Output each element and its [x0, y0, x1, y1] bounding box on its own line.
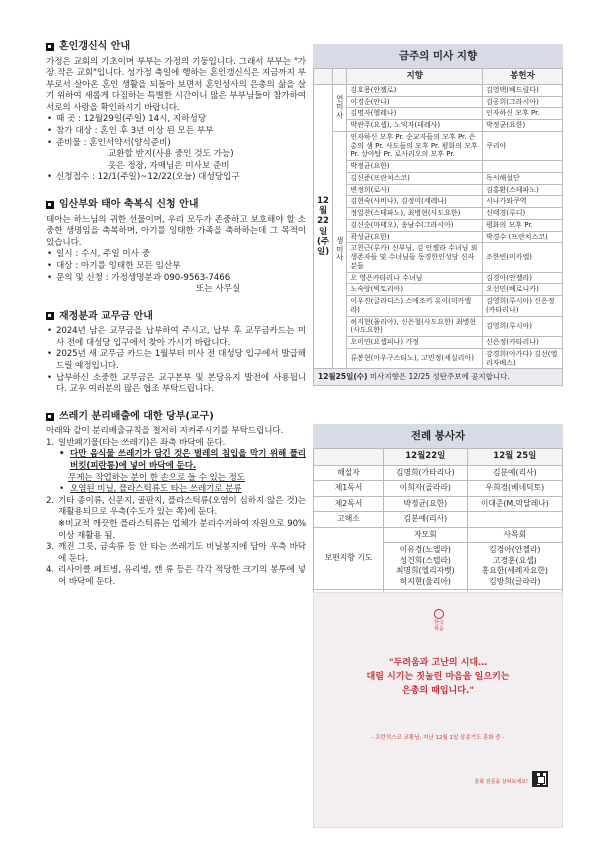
- square-bullet-icon: [46, 201, 54, 209]
- volunteer-name: 최명희(엘리자벳): [395, 566, 455, 576]
- offering-title: [46, 310, 306, 324]
- intent-cell: 김현숙(사비나), 김정미(세레나): [347, 196, 483, 208]
- group-cell: 사목회: [467, 527, 562, 543]
- intent-cell: 김명자(헬레나): [347, 108, 483, 120]
- waste-item-number: 1.: [46, 437, 54, 448]
- role-cell: 고해소: [314, 512, 384, 528]
- offering-item-1: • 2024년 남은 교무금을 납부하여 주시고, 납부 후 교무금카드는 미사 전에 대성당 입구에서 찾아 가시기 바랍니다.: [46, 326, 306, 349]
- mass-note-text: 미사지향은 12/25 성탄주보에 공지합니다.: [369, 372, 510, 382]
- table-row: [314, 316, 563, 337]
- mass-category-cell: 연미사: [333, 84, 347, 131]
- table-header-blank: [314, 449, 384, 465]
- waste-list: [46, 438, 306, 589]
- wedding-prep3: 옷은 정장, 자매님은 미사보 준비: [108, 160, 230, 171]
- mass-intentions-title: 금주의 미사 지향: [313, 44, 563, 68]
- wedding-list: [46, 114, 306, 149]
- intent-cell: 김신순(마태오), 송남수(그라시아): [347, 219, 483, 231]
- col-date-1: 12월22일: [384, 449, 468, 465]
- col-intent: 지향: [347, 69, 483, 85]
- table-row: [314, 172, 563, 184]
- table-header-row: [314, 449, 563, 465]
- volunteer-cell: [467, 512, 562, 528]
- table-row: [314, 337, 563, 349]
- intent-cell: 이우진(글라디스) 스에조키 유이(미카엘라): [347, 296, 483, 317]
- waste-item-1: [46, 438, 306, 496]
- offerer-cell: 김경아(안젤라): [483, 272, 563, 284]
- volunteer-list-cell: [467, 543, 562, 590]
- offerer-cell: 시나가와쿠역: [483, 196, 563, 208]
- logo-text: 한국 복음: [434, 620, 444, 632]
- volunteer-name: 고경훈(요셉): [492, 555, 537, 565]
- role-cell: 제1독서: [314, 481, 384, 497]
- intent-cell: 김신준(프란치스코): [347, 172, 483, 184]
- table-row: [314, 496, 563, 512]
- card-citation: - 프란치스코 교황님, 지난 12월 1일 삼종기도 훈화 중 -: [371, 735, 505, 741]
- table-header-blank: [314, 69, 333, 85]
- offerer-cell: 조한빈(미카엘): [483, 243, 563, 272]
- volunteer-cell: 김분예(리사): [467, 465, 562, 481]
- table-row: [314, 108, 563, 120]
- volunteer-name: 이유경(노엘라): [399, 545, 451, 555]
- mass-note-date: 12월25일(수): [318, 372, 368, 382]
- waste-intro: 아래와 같이 분리배출규칙을 철저히 지켜주시기를 부탁드립니다.: [46, 426, 284, 437]
- intent-cell: 허지현(율리아), 신은철(사도요한) 최병현(사도요한): [347, 316, 483, 337]
- wedding-prep2: 교환할 반지(사용 중인 것도 가능): [108, 149, 234, 160]
- volunteer-name: 홍요한(세례자요한): [481, 566, 548, 576]
- table-row: [314, 184, 563, 196]
- waste-item-1-text: 일반폐기물(타는 쓰레기)은 좌측 바닥에 둔다.: [58, 437, 226, 448]
- intent-cell: 노숙랑(빅토리아): [347, 284, 483, 296]
- table-row: [314, 96, 563, 108]
- table-header-row: [314, 69, 563, 85]
- card-quote: [314, 657, 562, 699]
- table-row: [314, 196, 563, 208]
- volunteer-list-cell: [384, 543, 468, 590]
- pregnant-title: [46, 198, 306, 212]
- qr-code-icon[interactable]: [532, 771, 548, 787]
- pregnant-date: • 일시 : 수시, 주일 미사 중: [46, 249, 306, 261]
- table-row: [314, 465, 563, 481]
- offerer-cell: 박경수 (프란치스코): [483, 231, 563, 243]
- prayer-label-cell: 보편지향 기도: [314, 527, 384, 590]
- volunteer-cell: 이희자(골라라): [384, 481, 468, 497]
- intent-cell: 고찬근(루카) 신부님, 김 안젤라 수녀님 외 생존자들 및 수녀님들 동경한인성당 신자분들: [347, 243, 483, 272]
- liturgy-volunteers-panel: [313, 424, 563, 616]
- wedding-who: • 참가 대상 : 혼인 후 3년 이상 된 모든 부부: [46, 126, 306, 138]
- wedding-body: 가정은 교회의 기초이며 부부는 가정의 기둥입니다. 그래서 부부는 "가장 작은 교회"입니다. 성가정 축일에 행하는 혼인갱신식은 지금까지 부부로서 살아온 혼인 생활을 되돌아 보면서 혼인성사의 은총의 삶을 살기 위하여 새롭게 다짐하는 특별한 시간이니 많은 부부님들이 참가하여 서로의 사랑을 확인하시기 바랍니다.: [46, 56, 306, 113]
- card-quote-line-3: 은총의 때입니다.": [401, 685, 475, 696]
- group-cell: 자모회: [384, 527, 468, 543]
- mass-date-cell: 12월 22일 (주일): [314, 84, 333, 369]
- col-date-2: 12월 25일: [467, 449, 562, 465]
- waste-item-number: 4.: [46, 565, 54, 576]
- offering-item-3: • 납부하신 소중한 교무금은 교구본부 및 본당유지 발전에 사용됩니다. 교우 여러분의 많은 협조 부탁드립니다.: [46, 373, 306, 396]
- offering-list: [46, 326, 306, 396]
- table-row: [314, 284, 563, 296]
- waste-item-1a: • 다만 음식물 쓰레기가 담긴 것은 벌레의 침입을 막기 위해 폴리버킷(피란통)에 넣어 바닥에 둔다.: [58, 449, 306, 472]
- table-row: [314, 219, 563, 231]
- waste-item-2-note: ※비교적 깨끗한 플라스틱류는 업체가 분리수거하여 자원으로 90%이상 재활용 됨.: [58, 519, 306, 541]
- offerer-cell: 신태경(루디): [483, 208, 563, 220]
- intent-cell: 박정균(요한): [347, 161, 483, 173]
- intent-cell: 이경순(안나): [347, 96, 483, 108]
- pregnant-title-text: 임산부와 태아 축복식 신청 안내: [59, 199, 199, 211]
- table-row: [314, 512, 563, 528]
- square-bullet-icon: [46, 312, 54, 320]
- waste-item-number: 3.: [46, 542, 54, 553]
- pregnant-contact: • 문의 및 신청 : 가정생명분과 090-9563-7466: [46, 273, 306, 285]
- intent-cell: 오미연(요셉피나) 가정: [347, 337, 483, 349]
- intent-cell: 곽성균(요한): [347, 231, 483, 243]
- waste-section: [46, 410, 306, 589]
- table-header-blank: [333, 69, 347, 85]
- intent-cell: 류봉현(아우구스티노), 고민정(세실리아): [347, 348, 483, 369]
- table-row: [314, 208, 563, 220]
- offerer-cell: 오선민(베로니카): [483, 284, 563, 296]
- table-row: [314, 481, 563, 497]
- col-offerer: 봉헌자: [483, 69, 563, 85]
- waste-item-4-text: 리사이클 페트병, 유리병, 캔 류 등은 각각 적당한 크기의 봉투에 넣어 바닥에 둔다.: [58, 565, 306, 587]
- volunteer-cell: 김분예(리사): [384, 512, 468, 528]
- table-row: [314, 231, 563, 243]
- volunteer-cell: 우희경(베네딕토): [467, 481, 562, 497]
- waste-item-2: [46, 496, 306, 542]
- intent-cell: 오 영은카타리나 수녀님: [347, 272, 483, 284]
- volunteer-name: 허지현(율리아): [399, 576, 451, 586]
- offerer-cell: 쿠리아: [483, 131, 563, 160]
- wedding-prep: • 준비물 : 혼인서약서(양식준비): [46, 138, 306, 150]
- logo-icon: [434, 609, 444, 619]
- mass-intentions-body: [314, 84, 563, 369]
- intent-cell: 박관주(요셉), 노익자(데레사): [347, 120, 483, 132]
- square-bullet-icon: [46, 413, 54, 421]
- waste-title-text: 쓰레기 분리배출에 대한 당부(교구): [59, 410, 214, 422]
- waste-item-4: [46, 565, 306, 588]
- waste-title: [46, 410, 306, 424]
- waste-item-2-text: 기타 종이류, 신문지, 골판지, 플라스틱류(오염이 심하지 않은 것)는 재활용되므로 우측(수도가 있는 쪽)에 둔다.: [58, 495, 306, 518]
- table-row: [314, 348, 563, 369]
- wedding-title: [46, 40, 306, 54]
- waste-item-1c: • 오염된 비닐, 플라스틱류도 타는 쓰레기로 분류: [58, 484, 306, 496]
- table-row: [314, 120, 563, 132]
- wedding-title-text: 혼인갱신식 안내: [59, 41, 131, 52]
- volunteer-cell: 이대준(M.막달레나): [467, 496, 562, 512]
- role-cell: 제2독서: [314, 496, 384, 512]
- volunteer-cell: 김명희(가타리나): [384, 465, 468, 481]
- mass-intentions-table: [313, 68, 563, 369]
- table-row: [314, 296, 563, 317]
- square-bullet-icon: [46, 43, 54, 51]
- offering-section: [46, 310, 306, 396]
- offerer-cell: 김영희(루시아): [483, 316, 563, 337]
- waste-item-3-text: 깨진 그릇, 금속류 등 안 타는 쓰레기도 비닐봉지에 담아 우측 바닥에 둔다.: [58, 542, 306, 564]
- offerer-cell: 신은정(카타리나): [483, 337, 563, 349]
- table-row: [314, 161, 563, 173]
- left-column: [46, 40, 306, 603]
- offerer-cell: 김공희(그라시아): [483, 96, 563, 108]
- offerer-cell: 평화의 모후 Pr.: [483, 219, 563, 231]
- intent-cell: 인자하신 모후 Pr. 순교자들의 모후 Pr. 은총의 샘 Pr. 사도들의 모후 Pr. 평화의 모후 Pr. 상아탑 Pr. 로사리오의 모후 Pr.: [347, 131, 483, 160]
- wedding-section: [46, 40, 306, 184]
- volunteers-title: 전례 봉사자: [313, 424, 563, 448]
- offerer-cell: 인자하신 모후 Pr.: [483, 108, 563, 120]
- offerer-cell: 김홍환(스테파노): [483, 184, 563, 196]
- waste-item-1b: 무게는 작업하는 분이 한 손으로 들 수 있는 정도: [68, 472, 245, 483]
- role-cell: 해설자: [314, 465, 384, 481]
- offering-title-text: 재정분과 교무금 안내: [59, 310, 153, 322]
- pregnant-section: [46, 198, 306, 296]
- intent-cell: 변정희(로사): [347, 184, 483, 196]
- card-quote-line-2: 대림 시기는 짓눌린 마음을 일으키는: [366, 671, 510, 682]
- offerer-cell: 김영택(베드릴다): [483, 84, 563, 96]
- advent-quote-card: [313, 592, 563, 828]
- intent-cell: 김호용(안젤로): [347, 84, 483, 96]
- table-row: [314, 84, 563, 96]
- table-row: [314, 243, 563, 272]
- pregnant-body: 태아는 하느님의 귀한 선물이며, 우리 모두가 존중하고 보호해야 할 소중한 생명임을 축복하며, 아기를 잉태한 가족을 축하하는데 그 목적이 있습니다.: [46, 214, 306, 248]
- card-cta: 훈화 전문을 살펴보세요!: [474, 779, 528, 785]
- waste-item-number: 2.: [46, 495, 54, 506]
- intent-cell: 정일찬(스테파노), 최병현(사도요한): [347, 208, 483, 220]
- offerer-cell: [483, 161, 563, 173]
- mass-intentions-panel: [313, 44, 563, 386]
- table-row: [314, 527, 563, 543]
- pregnant-list: [46, 249, 306, 284]
- mass-category-cell: 생미사: [333, 131, 347, 369]
- wedding-when: • 때 곳 : 12월29일(주일) 14시, 지하성당: [46, 114, 306, 126]
- volunteer-cell: 박정균(요한): [384, 496, 468, 512]
- volunteer-name: 성건희(스텔라): [399, 555, 451, 565]
- offering-item-2: • 2025년 새 교무금 카드는 1월부터 미사 전 대성당 입구에서 발급해 드릴 예정입니다.: [46, 349, 306, 372]
- mass-note: [313, 369, 563, 386]
- table-row: [314, 272, 563, 284]
- waste-item-3: [46, 542, 306, 565]
- offerer-cell: 김영희(루시아) 신은정(카타리나): [483, 296, 563, 317]
- volunteer-name: 김방희(글라라): [489, 576, 541, 586]
- logo: [431, 609, 447, 632]
- pregnant-target: • 대상 : 아기를 잉태한 모든 임산부: [46, 261, 306, 273]
- pregnant-contact2: 또는 사무실: [196, 284, 241, 295]
- offerer-cell: 강경희(아가다) 김선(엘리자베스): [483, 348, 563, 369]
- offerer-cell: 독서해설단: [483, 172, 563, 184]
- wedding-apply: • 신청접수 : 12/1(주일)~12/22(오늘) 대성당입구: [46, 172, 306, 184]
- offerer-cell: 박정균(요한): [483, 120, 563, 132]
- table-row: [314, 131, 563, 160]
- volunteer-name: 김경아(안젤라): [489, 545, 541, 555]
- card-quote-line-1: "두려움과 고난의 시대…: [388, 658, 488, 668]
